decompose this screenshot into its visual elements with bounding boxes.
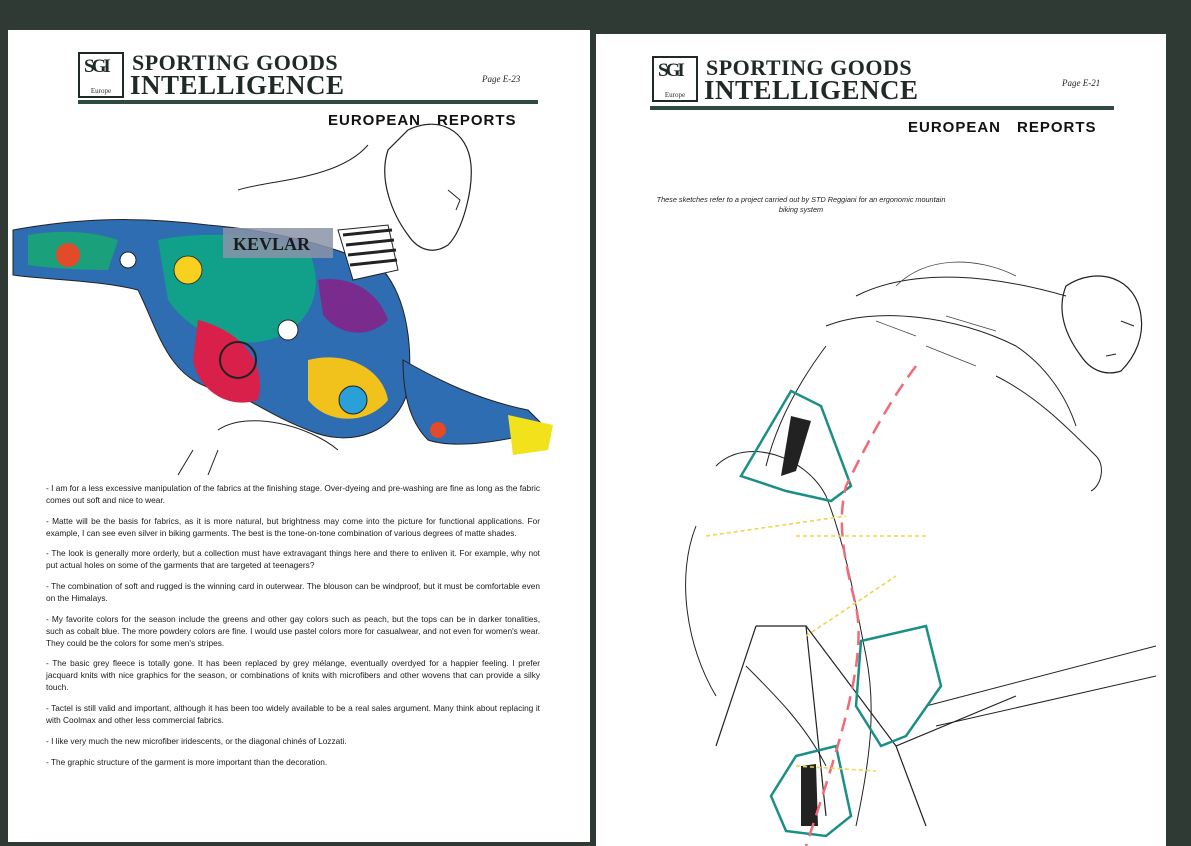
illustration-caption: These sketches refer to a project carried out by STD Reggiani for an ergonomic mountain biking system [656, 195, 946, 214]
masthead-rule [650, 106, 1114, 110]
section-word2: REPORTS [437, 112, 517, 129]
right-page [596, 34, 1166, 846]
paragraph: - Matte will be the basis for fabrics, as it is more natural, but brightness may come into the picture for functional applications. For example, I can see even silver in biking garments. The best is the tone-on-tone combination of various degrees of matte shades. [46, 515, 540, 538]
paragraph: - Tactel is still valid and important, although it has been too widely available to be a real sales argument. Many think about replacing it with Coolmax and other less commercial fabrics. [46, 703, 540, 726]
logo-subtitle: Europe [90, 87, 112, 95]
logo-mark: SGI [658, 60, 682, 81]
logo-mark: SGI [84, 56, 108, 77]
masthead-line2: INTELLIGENCE [130, 70, 345, 100]
page-number: Page E-21 [1062, 78, 1101, 88]
section-word1: EUROPEAN [908, 119, 1002, 136]
paragraph: - The basic grey fleece is totally gone. It has been replaced by grey mélange, eventually overdyed for a happier feeling. I prefer jacquard knits with nice graphics for the season, or combinations of knits with microfibers and other wovens that can provide a silky touch. [46, 658, 540, 693]
paragraph: - I am for a less excessive manipulation of the fabrics at the finishing stage. Over-dyeing and pre-washing are fine as long as the fabric comes out soft and nice to wear. [46, 483, 540, 505]
left-page [8, 30, 590, 842]
logo-subtitle: Europe [664, 91, 686, 99]
cyclist-sketch [596, 226, 1166, 846]
sgi-logo [652, 56, 698, 102]
paragraph: - The combination of soft and rugged is the winning card in outerwear. The blouson can be windproof, but it must be comfortable even on the Himalays. [46, 581, 540, 604]
masthead-line1: SPORTING GOODS [706, 55, 913, 80]
interview-text [46, 482, 540, 776]
masthead-line2: INTELLIGENCE [704, 75, 919, 105]
section-heading [908, 119, 1097, 136]
section-word1: EUROPEAN [328, 112, 422, 129]
masthead-line1: SPORTING GOODS [132, 50, 339, 75]
page-number: Page E-23 [482, 74, 521, 84]
paragraph: - My favorite colors for the season include the greens and other gay colors such as peach, but the tops can be in darker tonalities, such as cobalt blue. The more powdery colors are fine. I would use pastel colors more for casualwear, and not even for women's wear. They could be the colors for some men's stripes. [46, 613, 540, 648]
paragraph: - I like very much the new microfiber iridescents, or the diagonal chinés of Lozzati. [46, 735, 347, 746]
paragraph: - The graphic structure of the garment is more important than the decoration. [46, 756, 328, 767]
section-word2: REPORTS [1017, 119, 1097, 136]
kevlar-label: KEVLAR [233, 234, 311, 254]
kevlar-jacket-illustration [8, 30, 590, 480]
paragraph: - The look is generally more orderly, but a collection must have extravagant things here and there to enliven it. For example, why not put actual holes on some of the garments that are targeted at teenagers? [46, 548, 540, 571]
